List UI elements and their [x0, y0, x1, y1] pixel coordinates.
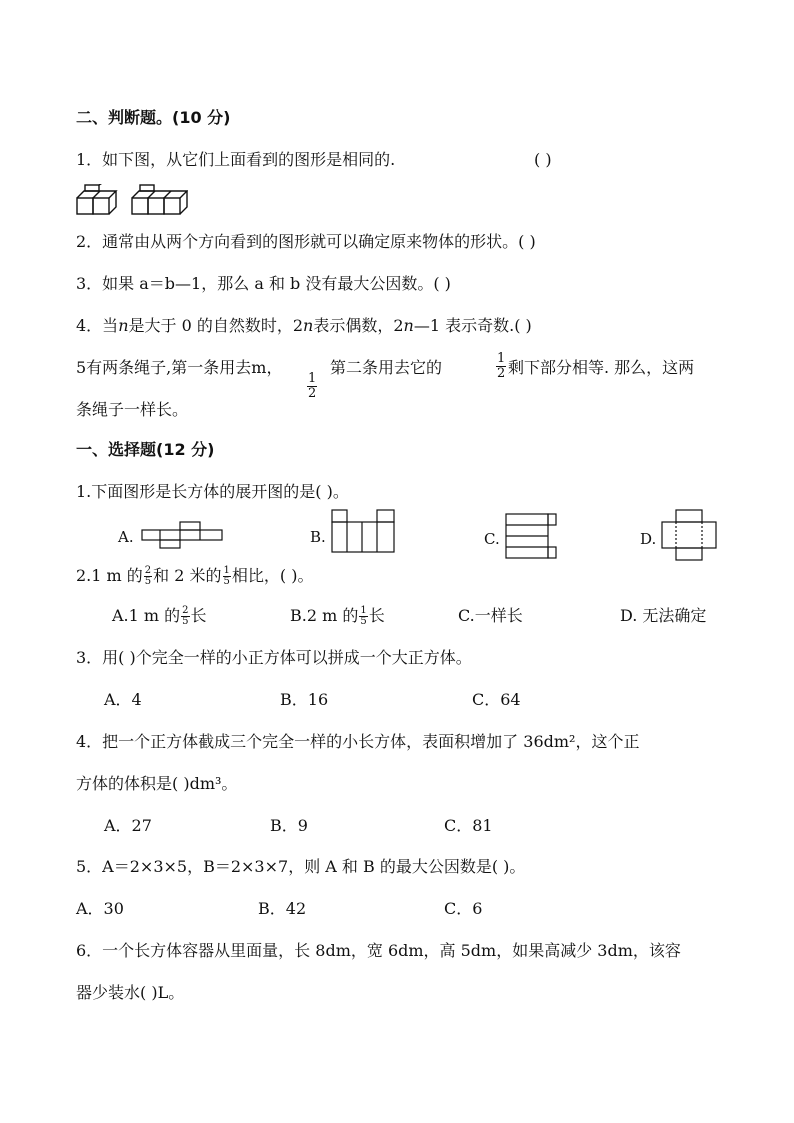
section-title-judgement: 二、判断题。(10 分): [76, 108, 231, 127]
q4-option-b: B．9: [270, 816, 308, 835]
q2-opt-a-suffix: 长: [190, 606, 207, 625]
q5-frac2-num: 1: [497, 351, 506, 366]
q5-text-b: 第二条用去它的: [330, 358, 443, 377]
q4-text-f: —1 表示奇数.( ): [413, 316, 532, 335]
q2-frac1-num: 2: [144, 565, 152, 576]
q2-opt-b-fraction: [359, 606, 367, 627]
q4-option-c: C．81: [444, 816, 493, 835]
choice-question-2: [76, 566, 313, 587]
q5-frac1-den: 2: [308, 386, 317, 401]
q4-text-a: 4．当: [76, 316, 119, 335]
q4-text-d: 表示偶数，2: [313, 316, 404, 335]
net-figure-c: [504, 512, 558, 560]
q2-fraction-2: [223, 566, 231, 587]
q2-opt-a-text: A.1 m 的: [112, 606, 181, 625]
net-figure-d: [660, 508, 718, 564]
q2-fraction-1: [144, 566, 152, 587]
choice-question-6-line2: 器少装水( )L。: [76, 983, 185, 1002]
q5-option-c: C．6: [444, 899, 483, 918]
judge-question-2: 2．通常由从两个方向看到的图形就可以确定原来物体的形状。( ): [76, 232, 536, 251]
net-figure-a: [140, 520, 224, 550]
q5-fraction-2: [496, 352, 506, 381]
q4-var-n2: n: [303, 316, 314, 335]
q5-text-c: 剩下部分相等. 那么，这两: [508, 358, 695, 377]
net-label-d: D.: [640, 530, 657, 548]
net-figure-b: [330, 508, 396, 554]
q2-opt-a-den: 5: [182, 616, 189, 627]
q2-opt-a-num: 2: [182, 605, 189, 616]
q5-option-a: A．30: [76, 899, 124, 918]
q4-text-b: 是大于 0 的自然数时，2: [128, 316, 304, 335]
q5-fraction-1: [307, 372, 317, 401]
q2-opt-a-fraction: [181, 606, 189, 627]
q2-opt-b-text: B.2 m 的: [290, 606, 359, 625]
q2-opt-b-num: 1: [360, 605, 367, 616]
choice-question-4-line1: 4．把一个正方体截成三个完全一样的小长方体，表面积增加了 36dm²，这个正: [76, 732, 640, 751]
q3-option-b: B．16: [280, 690, 329, 709]
q2-option-a: [112, 606, 207, 627]
q4-var-n3: n: [403, 316, 414, 335]
q2-frac1-den: 5: [144, 576, 152, 587]
choice-question-1: 1.下面图形是长方体的展开图的是( )。: [76, 482, 349, 501]
net-label-b: B.: [310, 528, 326, 546]
q2-frac2-num: 1: [223, 565, 230, 576]
q5-frac1-num: 1: [308, 371, 317, 386]
q2-text-a: 2.1 m 的: [76, 566, 143, 585]
q5-option-b: B．42: [258, 899, 307, 918]
choice-question-4-line2: 方体的体积是( )dm³。: [76, 774, 238, 793]
q2-text-b: 和 2 米的: [153, 566, 222, 585]
q4-option-a: A．27: [104, 816, 152, 835]
q2-opt-b-suffix: 长: [368, 606, 385, 625]
choice-question-5: 5．A＝2×3×5，B＝2×3×7，则 A 和 B 的最大公因数是( )。: [76, 857, 526, 876]
judge-question-5-line2: 条绳子一样长。: [76, 400, 189, 419]
q2-frac2-den: 5: [223, 576, 230, 587]
net-label-a: A.: [118, 528, 134, 546]
q2-opt-b-den: 5: [360, 616, 367, 627]
judge-question-4: [76, 316, 532, 336]
q5-frac2-den: 2: [497, 366, 506, 381]
net-label-c: C.: [484, 530, 500, 548]
q5-text-a: 5有两条绳子,第一条用去m，: [76, 358, 283, 377]
q2-option-c: C.一样长: [458, 606, 523, 625]
judge-question-1: [76, 150, 395, 170]
q4-var-n: n: [118, 316, 129, 335]
cube-figures: [76, 184, 188, 218]
section-title-choice: 一、选择题(12 分): [76, 440, 215, 459]
judge-question-1-answer-paren: ( ): [534, 150, 552, 169]
q3-option-a: A．4: [104, 690, 142, 709]
judge-question-1-text: 1．如下图，从它们上面看到的图形是相同的.: [76, 150, 396, 169]
q2-option-b: [290, 606, 385, 627]
judge-question-5-line1: [76, 358, 282, 378]
choice-question-3: 3．用( )个完全一样的小正方体可以拼成一个大正方体。: [76, 648, 472, 667]
q2-text-c: 相比，( )。: [231, 566, 314, 585]
judge-question-3: 3．如果 a＝b—1，那么 a 和 b 没有最大公因数。( ): [76, 274, 451, 293]
choice-question-6-line1: 6．一个长方体容器从里面量，长 8dm，宽 6dm，高 5dm，如果高减少 3dm，该容: [76, 941, 681, 960]
q2-option-d: D. 无法确定: [620, 606, 707, 625]
q3-option-c: C．64: [472, 690, 521, 709]
